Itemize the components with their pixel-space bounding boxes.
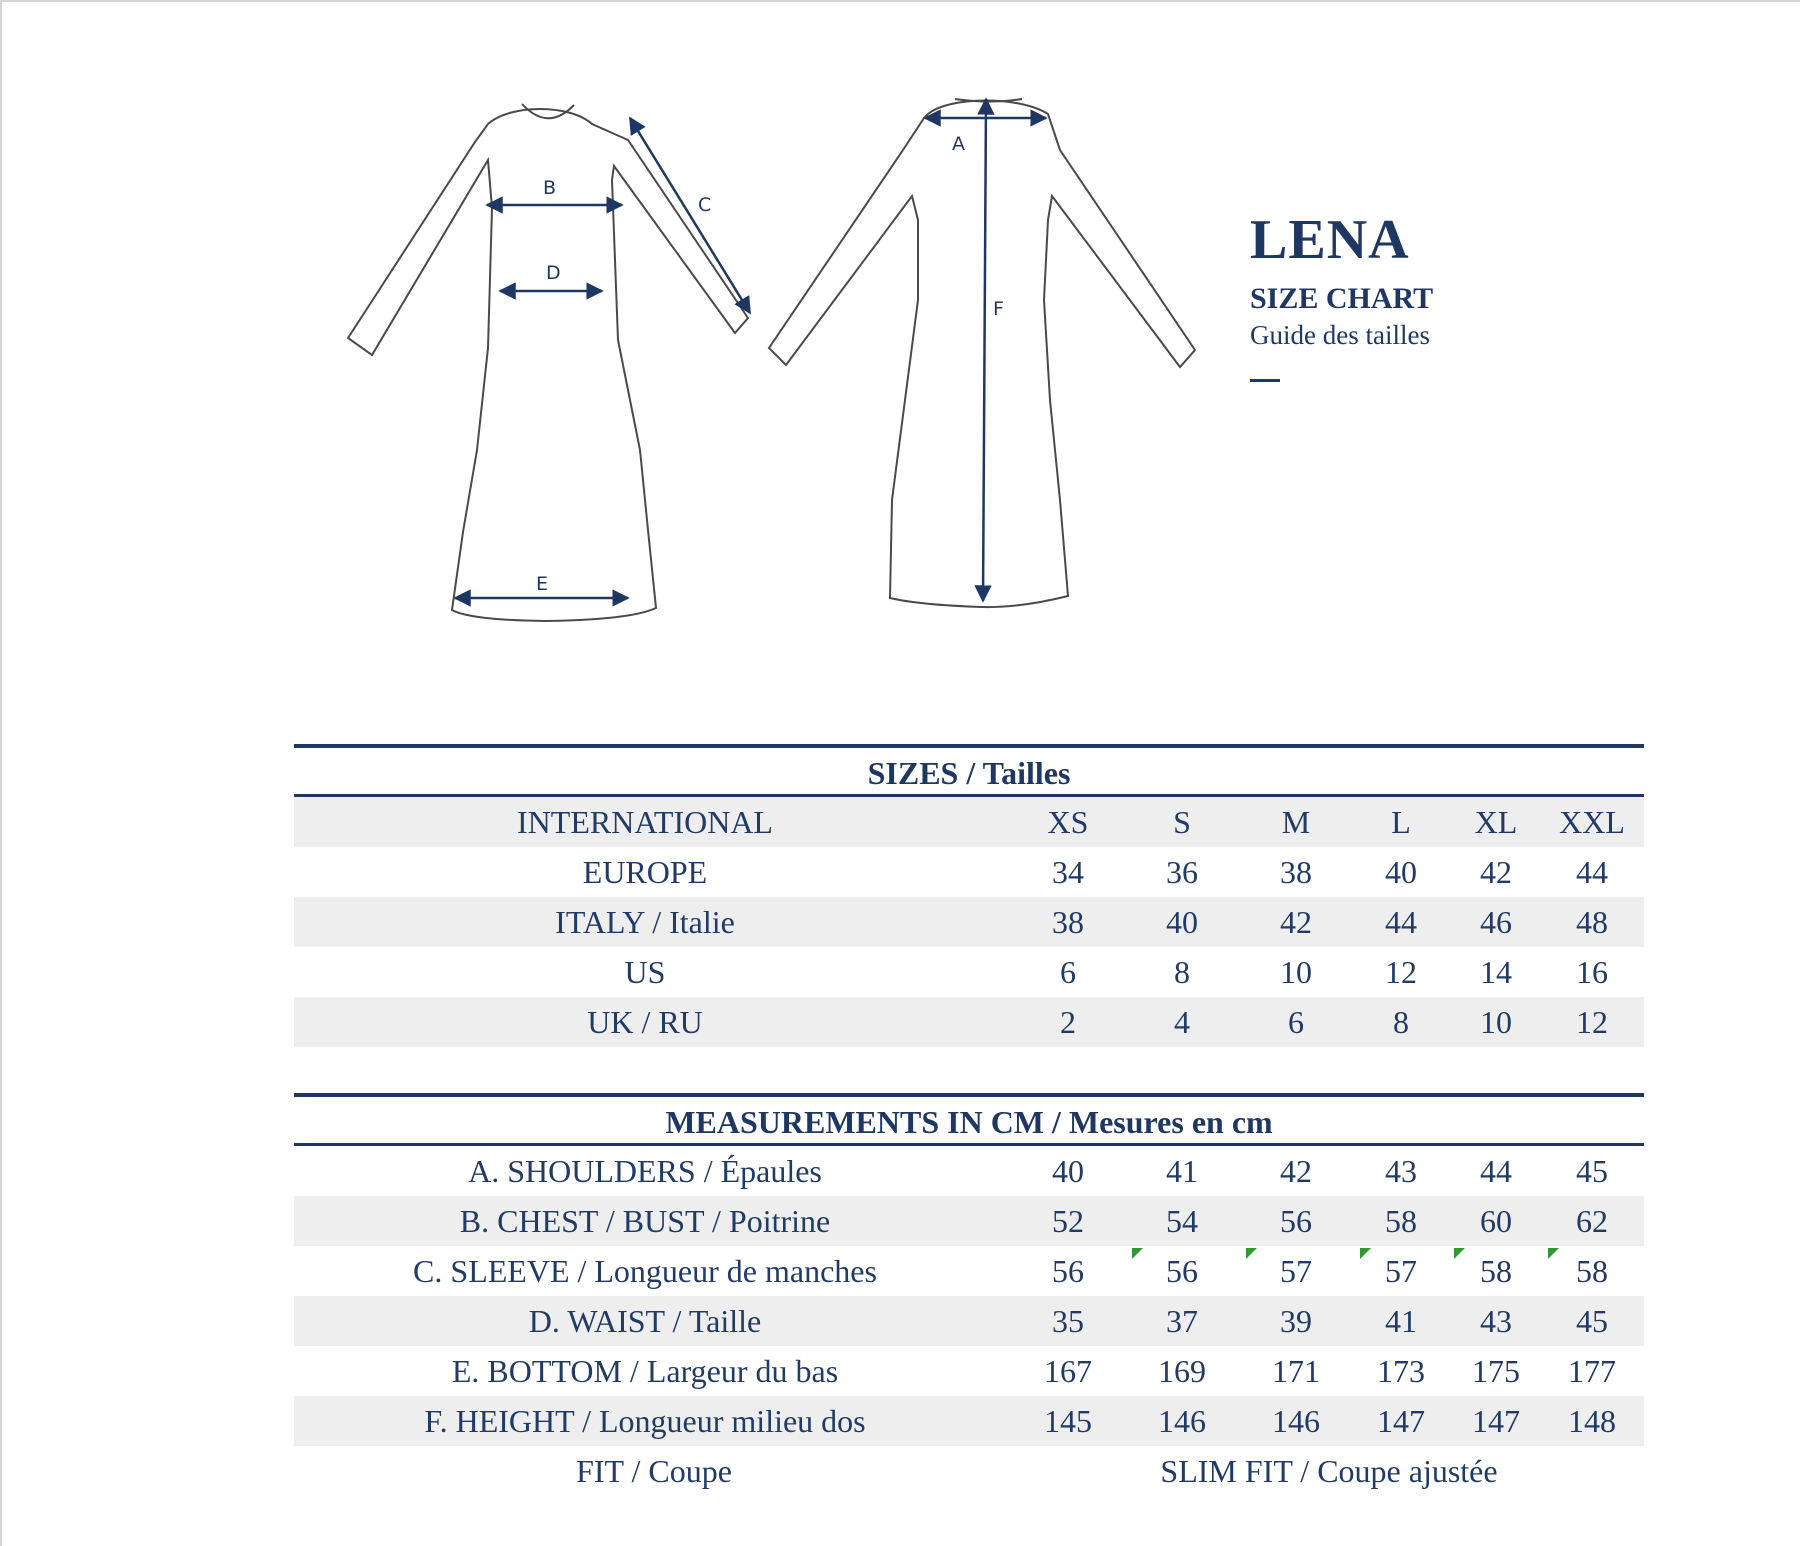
table-cell: 147	[1472, 1402, 1520, 1439]
row-label: C. SLEEVE / Longueur de manches	[413, 1252, 877, 1289]
row-label: F. HEIGHT / Longueur milieu dos	[424, 1402, 866, 1439]
label-d: D	[546, 262, 561, 284]
label-a: A	[952, 133, 965, 155]
sizes-table	[294, 744, 1644, 1047]
table-cell: XS	[1047, 803, 1089, 840]
cell-comment-flag	[1454, 1248, 1465, 1259]
row-label: ITALY / Italie	[555, 903, 735, 940]
table-cell: 43	[1385, 1152, 1417, 1189]
row-label: UK / RU	[587, 1003, 703, 1040]
table-cell: 41	[1166, 1152, 1198, 1189]
table-cell: 8	[1174, 953, 1190, 990]
cell-comment-flag	[1132, 1248, 1143, 1259]
table-cell: 6	[1288, 1003, 1304, 1040]
table-cell: 60	[1480, 1202, 1512, 1239]
table-cell: 44	[1385, 903, 1417, 940]
table-cell: 167	[1044, 1352, 1092, 1389]
table-row	[294, 897, 1644, 947]
table-cell: 57	[1280, 1252, 1312, 1289]
brand-block	[1250, 209, 1434, 382]
table-cell: 173	[1377, 1352, 1425, 1389]
table-cell: 16	[1576, 953, 1608, 990]
table-cell: 177	[1568, 1352, 1616, 1389]
dimension-f-line	[983, 99, 986, 601]
table-cell: 45	[1576, 1152, 1608, 1189]
table-row	[294, 947, 1644, 997]
product-name: LENA	[1250, 209, 1410, 271]
table-cell: M	[1281, 803, 1311, 840]
size-chart-title: SIZE CHART	[1250, 282, 1434, 315]
table-cell: 57	[1385, 1252, 1417, 1289]
table-cell: XL	[1474, 803, 1518, 840]
table-cell: 148	[1568, 1402, 1616, 1439]
table-cell: 44	[1576, 853, 1608, 890]
table-cell: XXL	[1559, 803, 1625, 840]
table-cell: 6	[1060, 953, 1076, 990]
table-cell: 41	[1385, 1302, 1417, 1339]
table-cell: 12	[1385, 953, 1417, 990]
back-view-outline	[769, 99, 1195, 607]
table-cell: 58	[1576, 1252, 1608, 1289]
table-row	[294, 1196, 1644, 1246]
table-cell: 58	[1480, 1252, 1512, 1289]
table-cell: 54	[1166, 1202, 1198, 1239]
cell-comment-flag	[1548, 1248, 1559, 1259]
table-cell: 14	[1480, 953, 1512, 990]
front-view-dimension-lines	[455, 118, 750, 598]
table-cell: 40	[1385, 853, 1417, 890]
table-row	[294, 1246, 1644, 1296]
table-cell: 145	[1044, 1402, 1092, 1439]
size-chart-title-fr: Guide des tailles	[1250, 320, 1430, 350]
row-label: B. CHEST / BUST / Poitrine	[459, 1202, 831, 1239]
table-cell: 175	[1472, 1352, 1520, 1389]
back-view-dimension-lines	[925, 99, 1046, 601]
table-cell: 12	[1576, 1003, 1608, 1040]
table-cell: 10	[1280, 953, 1312, 990]
row-label: INTERNATIONAL	[517, 803, 773, 840]
table-cell: 52	[1052, 1202, 1084, 1239]
table-cell: 8	[1393, 1003, 1409, 1040]
table-cell: 34	[1052, 853, 1084, 890]
measurements-table	[294, 1093, 1644, 1496]
label-b: B	[543, 177, 557, 199]
table-cell: 146	[1158, 1402, 1206, 1439]
table-cell: 2	[1060, 1003, 1076, 1040]
sizes-heading: SIZES / Tailles	[867, 755, 1071, 791]
table-cell: 45	[1576, 1302, 1608, 1339]
label-f: F	[993, 298, 1004, 320]
table-cell: 40	[1166, 903, 1198, 940]
table-cell: 42	[1480, 853, 1512, 890]
cell-comment-flag	[1246, 1248, 1257, 1259]
table-row	[294, 997, 1644, 1047]
table-row	[294, 1396, 1644, 1446]
table-cell: 4	[1174, 1003, 1190, 1040]
table-cell: 35	[1052, 1302, 1084, 1339]
dimension-c-line	[630, 118, 750, 313]
table-row	[294, 797, 1644, 847]
row-label: A. SHOULDERS / Épaules	[468, 1152, 822, 1189]
table-cell: 38	[1280, 853, 1312, 890]
table-cell: 43	[1480, 1302, 1512, 1339]
label-e: E	[536, 573, 549, 595]
table-cell: 146	[1272, 1402, 1320, 1439]
row-label: EUROPE	[582, 853, 708, 890]
table-row	[294, 1296, 1644, 1346]
label-c: C	[698, 194, 712, 216]
fit-row	[294, 1446, 1644, 1496]
title-dash	[1250, 379, 1280, 382]
table-cell: S	[1173, 803, 1191, 840]
table-cell: 62	[1576, 1202, 1608, 1239]
table-row	[294, 1346, 1644, 1396]
row-label: D. WAIST / Taille	[528, 1302, 762, 1339]
table-cell: 37	[1166, 1302, 1198, 1339]
table-cell: 42	[1280, 903, 1312, 940]
table-row	[294, 1146, 1644, 1196]
table-cell: 10	[1480, 1003, 1512, 1040]
table-cell: 36	[1166, 853, 1198, 890]
dress-technical-drawing	[0, 0, 1800, 680]
table-cell: 56	[1166, 1252, 1198, 1289]
measurements-heading: MEASUREMENTS IN CM / Mesures en cm	[665, 1104, 1273, 1140]
table-cell: L	[1391, 803, 1411, 840]
table-cell: 42	[1280, 1152, 1312, 1189]
table-cell: 44	[1480, 1152, 1512, 1189]
fit-value: SLIM FIT / Coupe ajustée	[1160, 1452, 1498, 1489]
table-cell: 56	[1052, 1252, 1084, 1289]
table-cell: 40	[1052, 1152, 1084, 1189]
row-label: E. BOTTOM / Largeur du bas	[451, 1352, 839, 1389]
table-cell: 58	[1385, 1202, 1417, 1239]
table-cell: 38	[1052, 903, 1084, 940]
table-cell: 147	[1377, 1402, 1425, 1439]
table-cell: 39	[1280, 1302, 1312, 1339]
table-cell: 46	[1480, 903, 1512, 940]
cell-comment-flag	[1360, 1248, 1371, 1259]
table-cell: 171	[1272, 1352, 1320, 1389]
table-cell: 56	[1280, 1202, 1312, 1239]
table-row	[294, 847, 1644, 897]
table-cell: 48	[1576, 903, 1608, 940]
fit-label: FIT / Coupe	[576, 1452, 732, 1489]
row-label: US	[624, 953, 666, 990]
table-cell: 169	[1158, 1352, 1206, 1389]
